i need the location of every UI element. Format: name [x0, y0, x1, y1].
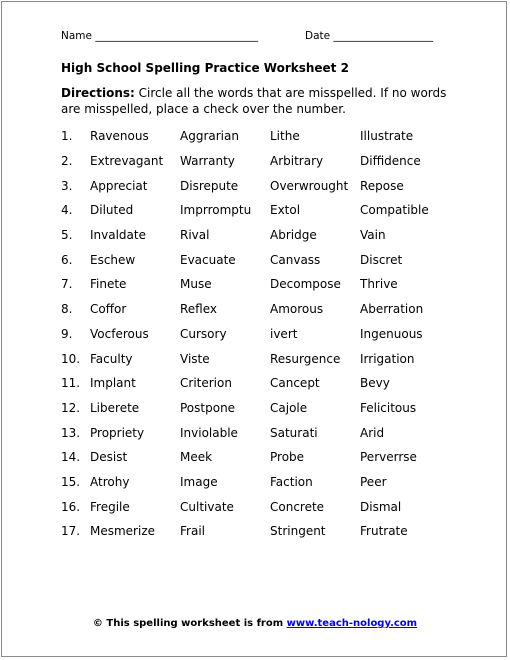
- word[interactable]: Stringent: [270, 524, 326, 539]
- word[interactable]: Vocferous: [90, 326, 149, 341]
- word[interactable]: Desist: [90, 450, 128, 465]
- word[interactable]: Atrohy: [90, 474, 130, 489]
- word[interactable]: Liberete: [90, 400, 140, 415]
- word[interactable]: Extrevagant: [90, 154, 164, 169]
- word[interactable]: Probe: [270, 450, 305, 465]
- word-row: [61, 371, 461, 396]
- word[interactable]: Finete: [90, 277, 127, 292]
- directions: [61, 85, 451, 117]
- word[interactable]: Viste: [180, 351, 210, 366]
- word[interactable]: Concrete: [270, 499, 325, 514]
- word[interactable]: Frail: [180, 524, 205, 539]
- word[interactable]: Mesmerize: [90, 524, 156, 539]
- word[interactable]: Lithe: [270, 129, 300, 144]
- word[interactable]: Faction: [270, 474, 313, 489]
- word-row: [61, 470, 461, 495]
- word[interactable]: Peer: [360, 474, 387, 489]
- worksheet-title: High School Spelling Practice Worksheet 2: [61, 61, 349, 75]
- word[interactable]: Compatible: [360, 203, 429, 218]
- word[interactable]: Bevy: [360, 376, 390, 391]
- word[interactable]: Cultivate: [180, 499, 234, 514]
- footer-credit: [0, 618, 510, 629]
- word[interactable]: Felicitous: [360, 400, 417, 415]
- word[interactable]: Implant: [90, 376, 136, 391]
- word[interactable]: Saturati: [270, 425, 318, 440]
- word[interactable]: Disrepute: [180, 178, 239, 193]
- word-row: [61, 149, 461, 174]
- word[interactable]: Dismal: [360, 499, 402, 514]
- word[interactable]: Amorous: [270, 302, 324, 317]
- word[interactable]: Faculty: [90, 351, 133, 366]
- item-number: 4.: [61, 203, 73, 218]
- word[interactable]: Illustrate: [360, 129, 414, 144]
- item-number: 2.: [61, 154, 73, 169]
- word[interactable]: Discret: [360, 252, 403, 267]
- word-row: [61, 223, 461, 248]
- word[interactable]: Invaldate: [90, 228, 146, 243]
- word-row: [61, 198, 461, 223]
- teach-nology-link[interactable]: www.teach-nology.com: [286, 618, 418, 629]
- word[interactable]: Criterion: [180, 376, 232, 391]
- word[interactable]: Fregile: [90, 499, 130, 514]
- word[interactable]: Vain: [360, 228, 386, 243]
- word[interactable]: Diluted: [90, 203, 134, 218]
- word[interactable]: Decompose: [270, 277, 341, 292]
- item-number: 9.: [61, 326, 73, 341]
- word-row: [61, 346, 461, 371]
- word[interactable]: Inviolable: [180, 425, 238, 440]
- word-row: [61, 247, 461, 272]
- word-list: [61, 124, 461, 544]
- word[interactable]: Appreciat: [90, 178, 148, 193]
- word[interactable]: Cajole: [270, 400, 308, 415]
- word[interactable]: Abridge: [270, 228, 317, 243]
- item-number: 17.: [61, 524, 81, 539]
- item-number: 14.: [61, 450, 81, 465]
- word[interactable]: Extol: [270, 203, 301, 218]
- word[interactable]: ivert: [270, 326, 298, 341]
- word[interactable]: Aberration: [360, 302, 424, 317]
- word-row: [61, 322, 461, 347]
- word-row: [61, 420, 461, 445]
- word-row: [61, 272, 461, 297]
- item-number: 13.: [61, 425, 81, 440]
- word[interactable]: Irrigation: [360, 351, 415, 366]
- item-number: 3.: [61, 178, 73, 193]
- item-number: 8.: [61, 302, 73, 317]
- item-number: 7.: [61, 277, 73, 292]
- word[interactable]: Ravenous: [90, 129, 149, 144]
- item-number: 15.: [61, 474, 81, 489]
- word-row: [61, 445, 461, 470]
- word-row: [61, 494, 461, 519]
- footer-text: © This spelling worksheet is from: [92, 618, 287, 629]
- item-number: 12.: [61, 400, 81, 415]
- item-number: 16.: [61, 499, 81, 514]
- word[interactable]: Imprromptu: [180, 203, 252, 218]
- name-line: Name _______________________________: [61, 30, 259, 42]
- word[interactable]: Meek: [180, 450, 213, 465]
- word[interactable]: Arbitrary: [270, 154, 324, 169]
- item-number: 6.: [61, 252, 73, 267]
- word[interactable]: Frutrate: [360, 524, 408, 539]
- word[interactable]: Aggrarian: [180, 129, 239, 144]
- word[interactable]: Postpone: [180, 400, 236, 415]
- word-row: [61, 519, 461, 544]
- word[interactable]: Warranty: [180, 154, 235, 169]
- date-line: Date ___________________: [305, 30, 434, 42]
- word[interactable]: Thrive: [360, 277, 398, 292]
- item-number: 5.: [61, 228, 73, 243]
- word[interactable]: Arid: [360, 425, 385, 440]
- word-row: [61, 396, 461, 421]
- word[interactable]: Repose: [360, 178, 404, 193]
- item-number: 10.: [61, 351, 81, 366]
- word[interactable]: Perverrse: [360, 450, 417, 465]
- word[interactable]: Muse: [180, 277, 212, 292]
- word[interactable]: Rival: [180, 228, 210, 243]
- word[interactable]: Coffor: [90, 302, 127, 317]
- word[interactable]: Propriety: [90, 425, 145, 440]
- item-number: 11.: [61, 376, 81, 391]
- word[interactable]: Overwrought: [270, 178, 349, 193]
- item-number: 1.: [61, 129, 73, 144]
- word[interactable]: Image: [180, 474, 218, 489]
- directions-label: Directions:: [61, 86, 135, 100]
- word[interactable]: Cursory: [180, 326, 227, 341]
- word[interactable]: Evacuate: [180, 252, 236, 267]
- word[interactable]: Ingenuous: [360, 326, 423, 341]
- word[interactable]: Canvass: [270, 252, 321, 267]
- word[interactable]: Resurgence: [270, 351, 341, 366]
- word-row: [61, 124, 461, 149]
- word[interactable]: Diffidence: [360, 154, 421, 169]
- word[interactable]: Reflex: [180, 302, 218, 317]
- word[interactable]: Eschew: [90, 252, 136, 267]
- word[interactable]: Cancept: [270, 376, 320, 391]
- directions-text: Circle all the words that are misspelled. If no words are misspelled, place a check over the number.: [61, 86, 447, 116]
- word-row: [61, 297, 461, 322]
- word-row: [61, 173, 461, 198]
